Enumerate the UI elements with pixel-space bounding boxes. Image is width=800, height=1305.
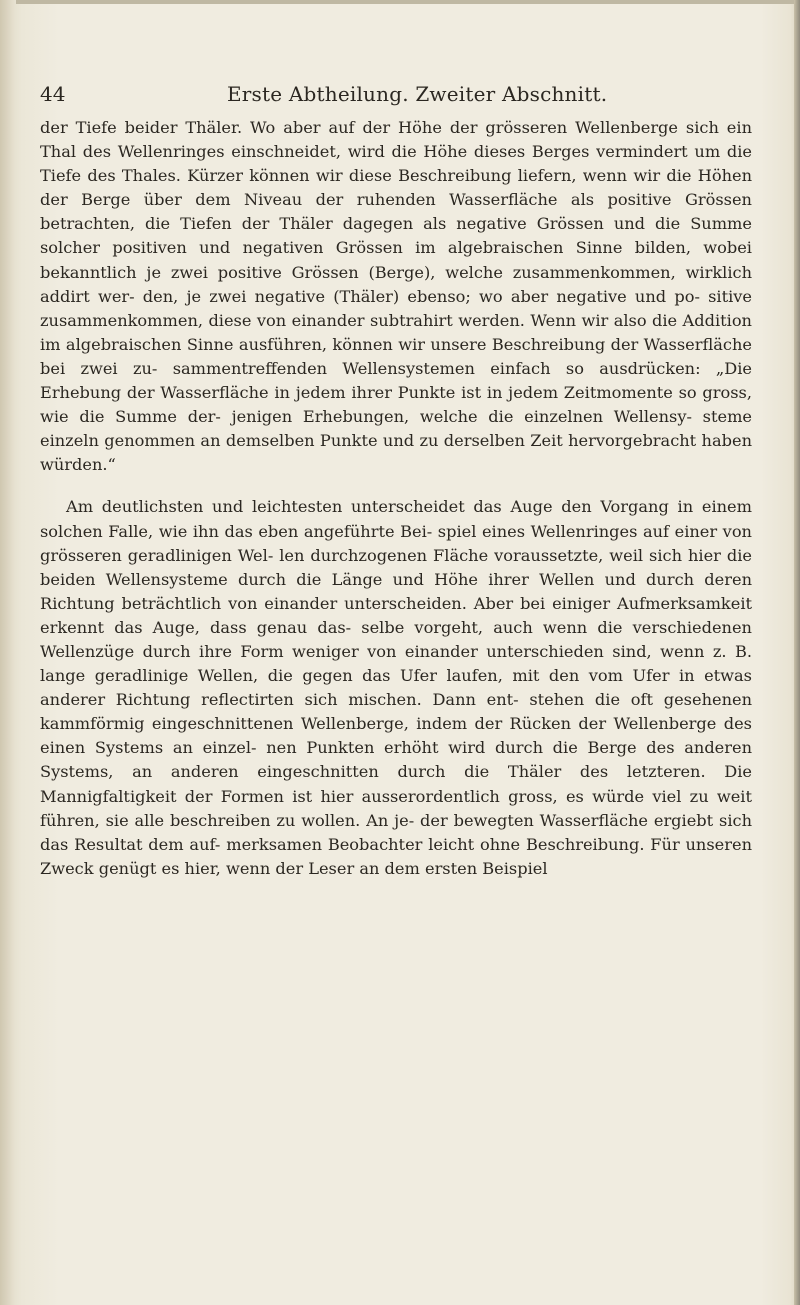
body-text [40, 116, 752, 881]
page-number: 44 [40, 82, 66, 106]
paragraph-1: der Tiefe beider Thäler. Wo aber auf der Höhe der grösseren Wellenberge sich ein Thal des Wellenringes einschneidet, wird die Höhe dieses Berges vermindert um die Tiefe des Thales. Kürzer können wir diese Beschreibung liefern, wenn wir die Höhen der Berge über dem Niveau der ruhenden Wasserfläche als positive Grössen betrachten, die Tiefen der Thäler dagegen als negative Grössen und die Summe solcher positiven und negativen Grössen im algebraischen Sinne bilden, wobei bekanntlich je zwei positive Grössen (Berge), welche zusammenkommen, wirklich addirt wer- den, je zwei negative (Thäler) ebenso; wo aber negative und po- sitive zusammenkommen, diese von einander subtrahirt werden. Wenn wir also die Addition im algebraischen Sinne ausführen, können wir unsere Beschreibung der Wasserfläche bei zwei zu- sammentreffenden Wellensystemen einfach so ausdrücken: „Die Erhebung der Wasserfläche in jedem ihrer Punkte ist in jedem Zeitmomente so gross, wie die Summe der- jenigen Erhebungen, welche die einzelnen Wellensy- steme einzeln genommen an demselben Punkte und zu derselben Zeit hervorgebracht haben würden.“ [40, 118, 752, 475]
paragraph-2: Am deutlichsten und leichtesten unterscheidet das Auge den Vorgang in einem solchen Falle, wie ihn das eben angeführte Bei- spiel eines Wellenringes auf einer von grösseren geradlinigen Wel- len durchzogenen Fläche voraussetzte, weil sich hier die beiden Wellensysteme durch die Länge und Höhe ihrer Wellen und durch deren Richtung beträchtlich von einander unterscheiden. Aber bei einiger Aufmerksamkeit erkennt das Auge, dass genau das- selbe vorgeht, auch wenn die verschiedenen Wellenzüge durch ihre Form weniger von einander unterschieden sind, wenn z. B. lange geradlinige Wellen, die gegen das Ufer laufen, mit den vom Ufer in etwas anderer Richtung reflectirten sich mischen. Dann ent- stehen die oft gesehenen kammförmig eingeschnittenen Wellenberge, indem der Rücken der Wellenberge des einen Systems an einzel- nen Punkten erhöht wird durch die Berge des anderen Systems, an anderen eingeschnitten durch die Thäler des letzteren. Die Mannigfaltigkeit der Formen ist hier ausserordentlich gross, es würde viel zu weit führen, sie alle beschreiben zu wollen. An je- der bewegten Wasserfläche ergiebt sich das Resultat dem auf- merksamen Beobachter leicht ohne Beschreibung. Für unseren Zweck genügt es hier, wenn der Leser an dem ersten Beispiel [40, 497, 752, 878]
page-header [0, 78, 800, 110]
page-right-edge [794, 0, 800, 1305]
running-title: Erste Abtheilung. Zweiter Abschnitt. [227, 82, 608, 106]
page-top-edge [16, 0, 800, 4]
page-gutter [0, 0, 14, 1305]
